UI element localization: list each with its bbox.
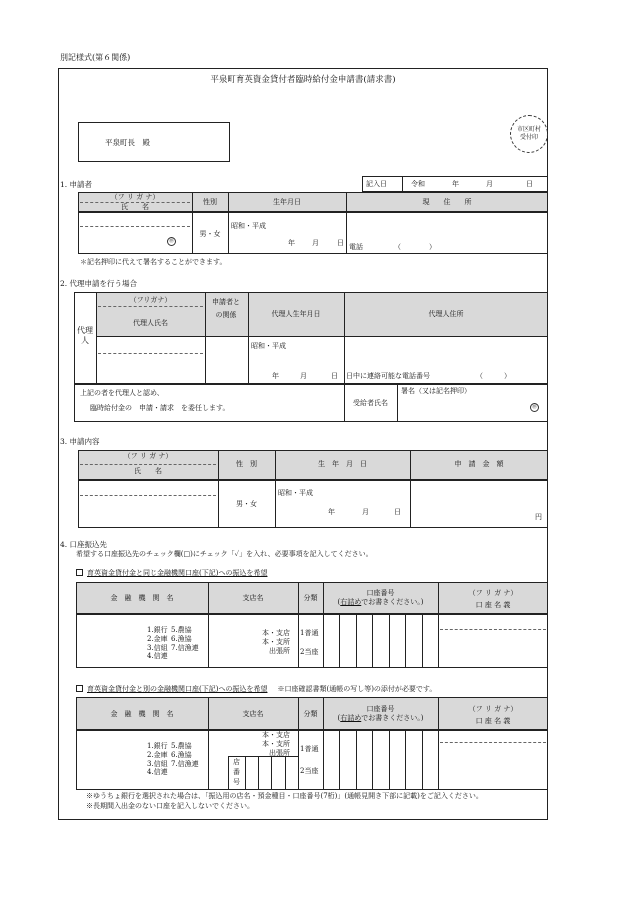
content-dob-month: 月	[362, 508, 369, 516]
seal-note: ＊記名押印に代えて署名することができます。	[80, 258, 227, 266]
option-b-note: ※口座確認書類(通帳の写し等)の添付が必要です。	[277, 685, 437, 693]
applicant-dob-month: 月	[312, 239, 319, 247]
option-a-label: 育英資金貸付金と同じ金融機関口座(下記)への振込を希望	[87, 569, 268, 577]
bank-a-acct-sub: (右詰めでお書きください。)	[337, 598, 424, 606]
bank-b-holder-furigana: （フ リ ガ ナ）	[468, 705, 518, 713]
agent-name-label: 代理人氏名	[133, 319, 168, 327]
bank-b-types-col2: 5.農協 6.漁協 7.信漁連	[171, 742, 199, 768]
signature-label: 署名（又は記名押印）	[401, 387, 471, 395]
content-era-options: 昭和・平成	[278, 489, 313, 497]
content-body-row	[78, 480, 548, 528]
bank-a-holder-furigana: （フ リ ガ ナ）	[468, 589, 518, 597]
entry-date-day: 日	[526, 180, 533, 188]
stamp-line1: 市区町村	[516, 126, 541, 134]
delegation-text-1: 上記の者を代理人と認め、	[80, 389, 164, 397]
addressee: 平泉町長 殿	[105, 138, 150, 147]
agent-relation-label: 申請者と の関係	[212, 298, 240, 320]
entry-date-era: 令和	[411, 180, 425, 188]
recipient-name-label: 受給者氏名	[353, 399, 388, 407]
content-dob-day: 日	[394, 508, 401, 516]
applicant-dob-day: 日	[337, 239, 344, 247]
content-gender-value: 男・女	[236, 500, 257, 508]
option-b-row	[76, 685, 436, 693]
agent-side-label: 代理人	[77, 326, 93, 345]
recipient-seal-mark: ㊞	[531, 404, 537, 410]
bank-a-acct-header: 口座番号	[366, 589, 395, 597]
applicant-furigana-label: （フ リ ガ ナ）	[110, 193, 160, 201]
entry-date-label: 記入日	[366, 180, 387, 188]
bank-a-branch-types: 本・支店 本・支所 出張所	[262, 629, 290, 655]
bank-b-acct-header: 口座番号	[366, 705, 395, 713]
sec4-instruction: 希望する口座振込先のチェック欄(□)にチェック「✓」を入れ、必要事項を記入してください。	[76, 550, 373, 558]
entry-date-month: 月	[486, 180, 493, 188]
agent-furigana-label: （フリガナ）	[129, 296, 172, 304]
receipt-stamp	[510, 115, 548, 153]
agent-era-options: 昭和・平成	[251, 342, 286, 350]
content-yen-label: 円	[535, 513, 542, 521]
sec3-heading: 3. 申請内容	[60, 437, 100, 446]
bank-a-name-header: 金 融 機 関 名	[110, 594, 174, 602]
form-reference: 別記様式(第６関係)	[60, 53, 131, 62]
agent-address-header: 代理人住所	[428, 310, 464, 318]
agent-dob-day: 日	[331, 372, 338, 380]
content-furigana-label: （フ リ ガ ナ）	[123, 452, 173, 460]
bank-a-type-header: 分類	[303, 594, 318, 602]
applicant-name-label: 氏 名	[121, 203, 149, 211]
content-dob-header: 生 年 月 日	[318, 460, 367, 468]
option-a-checkbox[interactable]	[76, 569, 83, 576]
applicant-era-options: 昭和・平成	[231, 222, 266, 230]
content-amount-header: 申 請 金 額	[454, 460, 504, 468]
bank-b-branch-header: 支店名	[242, 710, 264, 718]
bank-a-types-col1: 1.銀行 2.金庫 3.信組 4.信連	[147, 626, 168, 661]
sec4-heading: 4. 口座振込先	[60, 540, 108, 549]
form-title: 平泉町育英資金貸付者臨時給付金申請書(請求書)	[210, 75, 396, 85]
sec2-heading: 2. 代理申請を行う場合	[60, 279, 138, 288]
applicant-gender-value: 男・女	[199, 230, 221, 238]
bank-b-acct-type-2: 2当座	[300, 767, 319, 775]
agent-dob-month: 月	[300, 372, 307, 380]
bank-b-acct-type-1: 1普通	[300, 745, 319, 753]
content-name-label: 氏 名	[134, 467, 162, 475]
stamp-line2: 受付印	[519, 134, 538, 141]
applicant-body-row	[78, 212, 548, 254]
bank-a-branch-header: 支店名	[242, 594, 264, 602]
applicant-tel-label: 電話	[349, 243, 363, 251]
agent-tel-paren: （ ）	[476, 372, 511, 380]
applicant-address-header: 現 住 所	[422, 198, 472, 206]
footnote-1: ※ゆうちょ銀行を選択された場合は、「振込用の店名・預金種目・口座番号(7桁)」(通帳見開き下部に記載)をご記入ください。	[86, 792, 483, 800]
sec1-heading: 1. 申請者	[60, 180, 93, 189]
delegation-text-2: 臨時給付金の 申請・請求 を委任します。	[90, 404, 230, 412]
agent-dob-header: 代理人生年月日	[271, 310, 321, 318]
bank-b-type-header: 分類	[303, 710, 318, 718]
option-b-checkbox[interactable]	[76, 685, 83, 692]
bank-a-holder-header: 口 座 名 義	[475, 601, 511, 609]
bank-b-acct-sub: (右詰めでお書きください。)	[337, 714, 424, 722]
bank-a-types-col2: 5.農協 6.漁協 7.信漁連	[171, 626, 199, 652]
bank-b-name-header: 金 融 機 関 名	[110, 710, 174, 718]
content-dob-year: 年	[328, 508, 335, 516]
applicant-dob-header: 生年月日	[273, 198, 301, 206]
entry-date-year: 年	[452, 180, 459, 188]
applicant-seal-mark: ㊞	[168, 238, 174, 244]
bank-a-acct-type-2: 2当座	[300, 648, 319, 656]
content-gender-header: 性 別	[236, 460, 257, 468]
bank-b-branch-types: 本・支店 本・支所 出張所	[262, 731, 290, 757]
applicant-tel-paren: （ ）	[394, 243, 436, 251]
bank-b-types-col1: 1.銀行 2.金庫 3.信組 4.信連	[147, 742, 168, 777]
option-b-label: 育英資金貸付金と別の金融機関口座(下記)への振込を希望	[87, 685, 268, 693]
addressee-box	[78, 122, 230, 162]
applicant-gender-header: 性別	[203, 198, 217, 206]
bank-b-holder-header: 口 座 名 義	[475, 717, 511, 725]
agent-dob-year: 年	[272, 372, 279, 380]
bank-b-branch-no-label: 店番号	[233, 758, 240, 786]
agent-daytime-tel-label: 日中に連絡可能な電話番号	[346, 372, 430, 380]
applicant-dob-year: 年	[288, 239, 295, 247]
bank-a-acct-type-1: 1普通	[300, 629, 319, 637]
option-a-row	[76, 569, 267, 577]
footnote-2: ※長期間入出金のない口座を記入しないでください。	[86, 802, 254, 810]
